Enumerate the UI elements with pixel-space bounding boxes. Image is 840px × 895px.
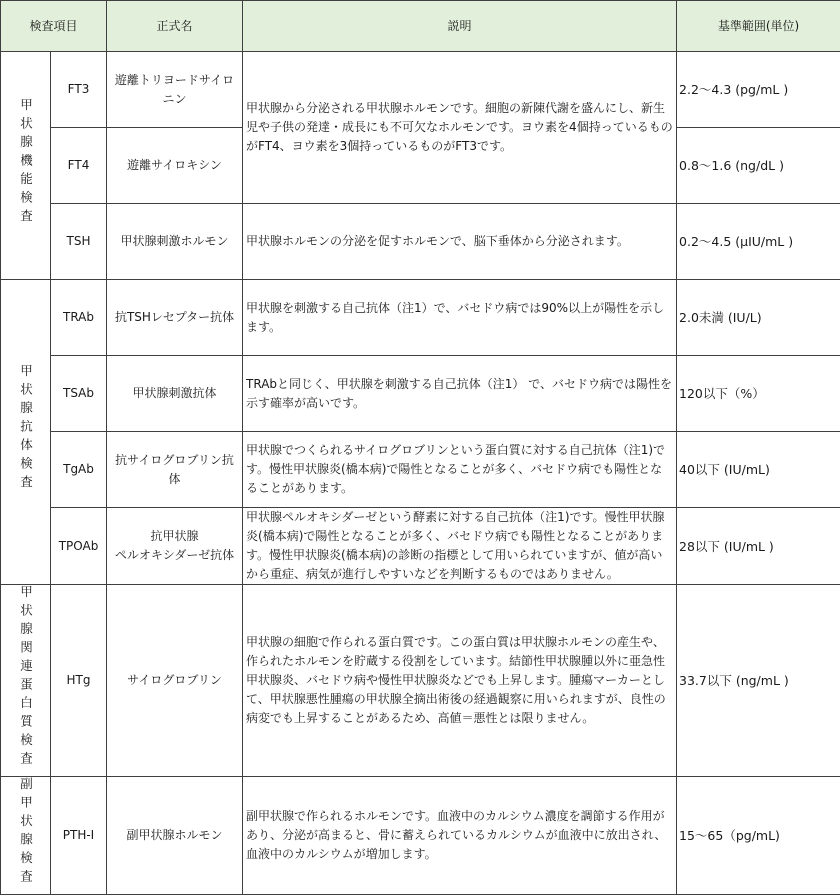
test-name: 遊離サイロキシン	[107, 128, 243, 204]
test-code: HTg	[51, 585, 107, 777]
reference-range: 120以下（%）	[677, 356, 840, 432]
category-label: 甲状腺機能検査	[16, 98, 36, 228]
table-row	[1, 204, 840, 280]
test-code: FT4	[51, 128, 107, 204]
reference-range: 33.7以下 (ng/mL )	[677, 585, 840, 777]
reference-range: 40以下 (IU/mL)	[677, 432, 840, 508]
test-name: 抗サイログロブリン抗体	[107, 432, 243, 508]
test-code: TgAb	[51, 432, 107, 508]
test-name: 抗TSHレセプター抗体	[107, 280, 243, 356]
test-description: TRAbと同じく、甲状腺を刺激する自己抗体（注1） で、バセドウ病では陽性を示す確率が高いです。	[243, 356, 677, 432]
reference-range: 2.0未満 (IU/L)	[677, 280, 840, 356]
test-description: 甲状腺の細胞で作られる蛋白質です。この蛋白質は甲状腺ホルモンの産生や、作られたホルモンを貯蔵する役割をしています。結節性甲状腺腫以外に亜急性甲状腺炎、バセドウ病や慢性甲状腺炎などでも上昇します。腫瘍マーカーとして、甲状腺悪性腫瘍の甲状腺全摘出術後の経過観察に用いられますが、良性の病変でも上昇することがあるため、高値＝悪性とは限りません。	[243, 585, 677, 777]
test-code: TRAb	[51, 280, 107, 356]
test-name: サイログロブリン	[107, 585, 243, 777]
test-code: FT3	[51, 52, 107, 128]
header-range: 基準範囲(単位)	[677, 1, 840, 52]
table-row	[1, 280, 840, 356]
test-code: TSH	[51, 204, 107, 280]
table-row	[1, 777, 840, 895]
header-item: 検査項目	[1, 1, 107, 52]
test-description: 甲状腺を刺激する自己抗体（注1）で、バセドウ病では90%以上が陽性を示します。	[243, 280, 677, 356]
test-name: 甲状腺刺激抗体	[107, 356, 243, 432]
reference-range: 2.2～4.3 (pg/mL )	[677, 52, 840, 128]
reference-range: 15～65（pg/mL)	[677, 777, 840, 895]
test-name	[107, 508, 243, 585]
category-label: 甲状腺関連蛋白質検査	[16, 585, 36, 770]
reference-range: 0.2～4.5 (μIU/mL )	[677, 204, 840, 280]
test-name: 遊離トリヨードサイロニン	[107, 52, 243, 128]
header-name: 正式名	[107, 1, 243, 52]
test-code: PTH-I	[51, 777, 107, 895]
header-desc: 説明	[243, 1, 677, 52]
test-name-line2: ペルオキシダーゼ抗体	[110, 546, 239, 565]
category-thyroid-antibody	[1, 280, 51, 585]
test-description: 副甲状腺で作られるホルモンです。血液中のカルシウム濃度を調節する作用があり、分泌が高まると、骨に蓄えられているカルシウムが血液中に放出され、血液中のカルシウムが増加します。	[243, 777, 677, 895]
table-row	[1, 585, 840, 777]
test-description: 甲状腺から分泌される甲状腺ホルモンです。細胞の新陳代謝を盛んにし、新生児や子供の発達・成長にも不可欠なホルモンです。ヨウ素を4個持っているものがFT4、ヨウ素を3個持っているものがFT3です。	[243, 52, 677, 204]
reference-range: 0.8～1.6 (ng/dL )	[677, 128, 840, 204]
table-row	[1, 508, 840, 585]
reference-range: 28以下 (IU/mL )	[677, 508, 840, 585]
table-row	[1, 356, 840, 432]
test-name-line1: 抗甲状腺	[110, 527, 239, 546]
category-label: 副甲状腺検査	[16, 777, 36, 888]
test-code: TSAb	[51, 356, 107, 432]
header-row	[1, 1, 840, 52]
category-label: 甲状腺抗体検査	[16, 364, 36, 494]
test-description: 甲状腺ペルオキシダーゼという酵素に対する自己抗体（注1)です。慢性甲状腺炎(橋本病)で陽性となることが多く、バセドウ病でも陽性となることがあります。慢性甲状腺炎(橋本病)の診断の指標として用いられていますが、値が高いから重症、病気が進行しやすいなどを判断するものではありません。	[243, 508, 677, 585]
test-name: 甲状腺刺激ホルモン	[107, 204, 243, 280]
test-code: TPOAb	[51, 508, 107, 585]
test-name: 副甲状腺ホルモン	[107, 777, 243, 895]
category-thyroid-protein	[1, 585, 51, 777]
test-description: 甲状腺でつくられるサイログロブリンという蛋白質に対する自己抗体（注1)です。慢性甲状腺炎(橋本病)で陽性となることが多く、バセドウ病でも陽性となることがあります。	[243, 432, 677, 508]
test-description: 甲状腺ホルモンの分泌を促すホルモンで、脳下垂体から分泌されます。	[243, 204, 677, 280]
table-row	[1, 52, 840, 128]
category-parathyroid	[1, 777, 51, 895]
category-thyroid-function	[1, 52, 51, 280]
table-row	[1, 432, 840, 508]
